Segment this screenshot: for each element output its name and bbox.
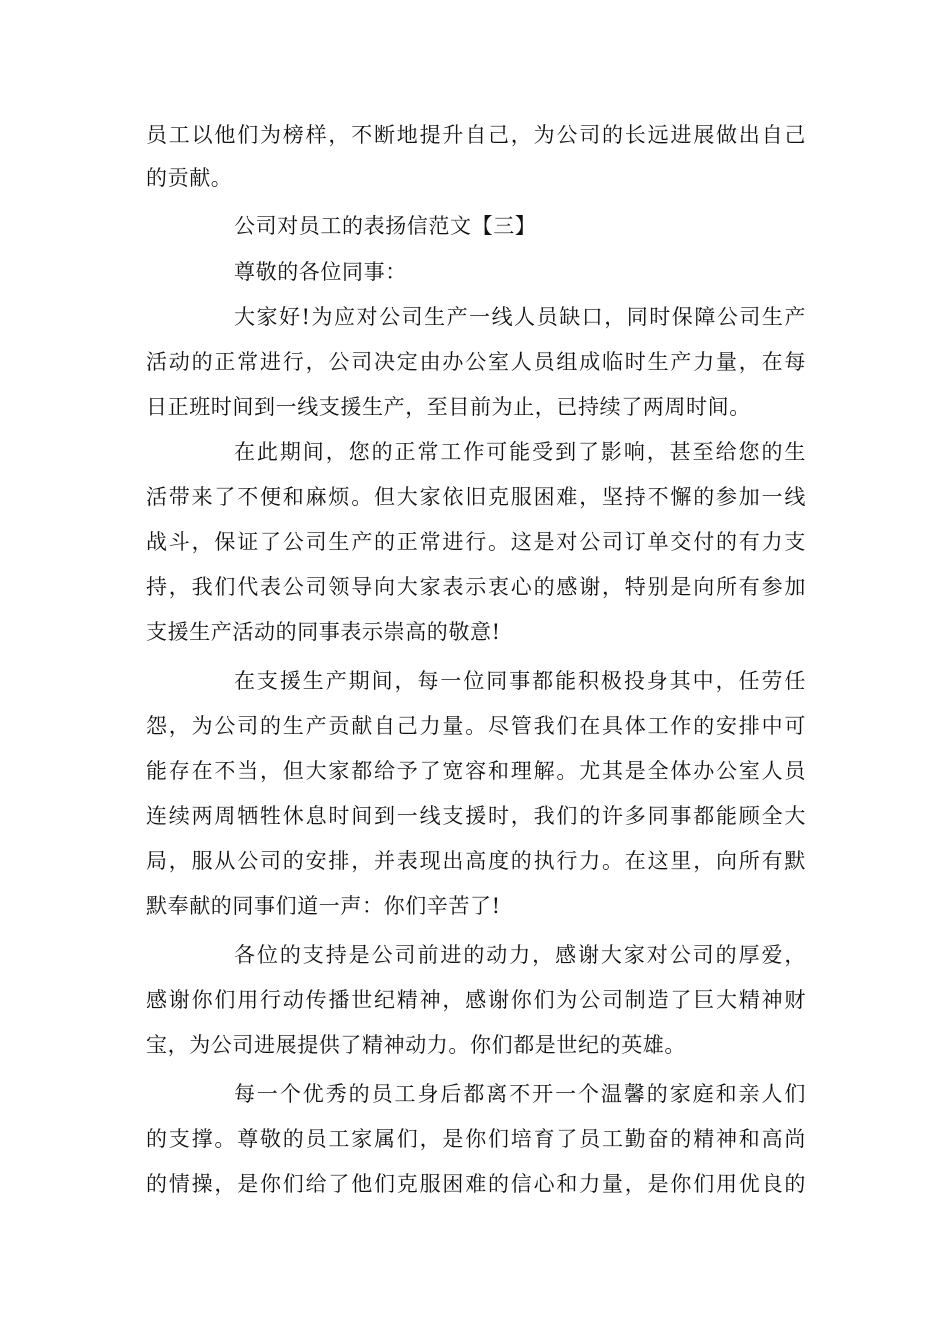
paragraph-1-line-3: 日正班时间到一线支援生产，至目前为止，已持续了两周时间。 (146, 395, 751, 419)
paragraph-4-line-1: 各位的支持是公司前进的动力，感谢大家对公司的厚爱， (234, 943, 806, 967)
paragraph-5-line-3: 的情操，是你们给了他们克服困难的信心和力量，是你们用优良的 (146, 1172, 806, 1196)
letter-title: 公司对员工的表扬信范文【三】 (234, 214, 537, 238)
paragraph-1-line-1: 大家好!为应对公司生产一线人员缺口，同时保障公司生产 (234, 305, 806, 329)
paragraph-3-line-5: 局，服从公司的安排，并表现出高度的执行力。在这里，向所有默 (146, 849, 806, 873)
paragraph-1-line-2: 活动的正常进行，公司决定由办公室人员组成临时生产力量，在每 (146, 350, 806, 374)
paragraph-5-line-2: 的支撑。尊敬的员工家属们，是你们培育了员工勤奋的精神和高尚 (146, 1127, 806, 1151)
salutation: 尊敬的各位同事： (234, 260, 407, 284)
paragraph-3-line-2: 怨，为公司的生产贡献自己力量。尽管我们在具体工作的安排中可 (146, 714, 806, 738)
paragraph-continuation-line-2: 的贡献。 (146, 166, 233, 190)
paragraph-4-line-2: 感谢你们用行动传播世纪精神，感谢你们为公司制造了巨大精神财 (146, 988, 806, 1012)
paragraph-2-line-1: 在此期间，您的正常工作可能受到了影响，甚至给您的生 (234, 440, 806, 464)
paragraph-3-line-1: 在支援生产期间，每一位同事都能积极投身其中，任劳任 (234, 669, 806, 693)
paragraph-3-line-3: 能存在不当，但大家都给予了宽容和理解。尤其是全体办公室人员 (146, 759, 806, 783)
paragraph-2-line-4: 持，我们代表公司领导向大家表示衷心的感谢，特别是向所有参加 (146, 575, 806, 599)
paragraph-3-line-4: 连续两周牺牲休息时间到一线支援时，我们的许多同事都能顾全大 (146, 804, 806, 828)
paragraph-5-line-1: 每一个优秀的员工身后都离不开一个温馨的家庭和亲人们 (234, 1082, 806, 1106)
paragraph-3-line-6: 默奉献的同事们道一声：你们辛苦了! (146, 894, 501, 918)
paragraph-4-line-3: 宝，为公司进展提供了精神动力。你们都是世纪的英雄。 (146, 1033, 686, 1057)
paragraph-2-line-3: 战斗，保证了公司生产的正常进行。这是对公司订单交付的有力支 (146, 530, 806, 554)
paragraph-2-line-2: 活带来了不便和麻烦。但大家依旧克服困难，坚持不懈的参加一线 (146, 485, 806, 509)
paragraph-2-line-5: 支援生产活动的同事表示崇高的敬意! (146, 620, 501, 644)
paragraph-continuation-line-1: 员工以他们为榜样，不断地提升自己，为公司的长远进展做出自己 (146, 123, 806, 147)
